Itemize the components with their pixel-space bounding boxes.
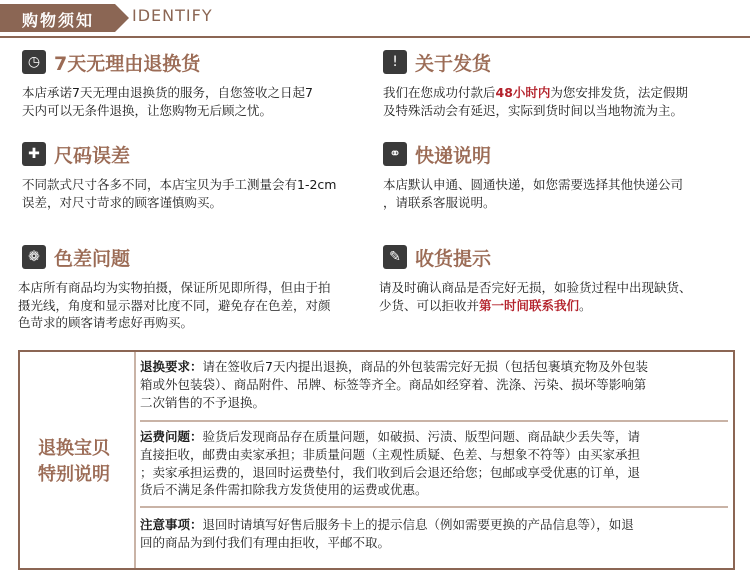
text-line: 直接拒收，邮费由卖家承担；非质量问题（主观性质疑、色差、与想象不符等）由买家承担 [140,446,641,462]
text-line: 少货、可以拒收并第一时间联系我们。 [379,297,592,313]
text-line: 退换要求：请在签收后7天内提出退换，商品的外包装需完好无损（包括包裹填充物及外包装 [140,359,648,374]
note-row-attention [140,516,728,552]
text-line: 回的商品为到付我们有理由拒收，平邮不取。 [140,534,391,550]
block-title: 收货提示 [415,248,492,270]
text-line: 请及时确认商品是否完好无损，如验货过程中出现缺货、 [379,280,692,295]
highlight-text: 第一时间联系我们 [479,297,580,313]
block-title: 关于发货 [415,53,492,75]
header-tab [0,4,115,32]
block-receipt [379,245,743,340]
clock-icon: ◷ [22,50,46,74]
text-line: ，请联系客服说明。 [383,194,496,210]
alert-icon: ! [383,50,407,74]
pencil-icon: ✎ [383,245,407,269]
header-title-cn: 购物须知 [22,11,95,30]
vertical-divider [134,352,136,568]
row-divider [140,420,728,422]
block-return-policy [22,50,372,130]
header-title-en: IDENTIFY [132,6,213,25]
row-label: 退换要求： [140,359,203,374]
highlight-text: 48小时内 [495,85,551,100]
block-color [18,245,372,340]
note-row-freight [140,428,728,499]
block-text [383,84,688,119]
row-label: 注意事项： [140,517,203,532]
block-title: 快递说明 [415,145,492,167]
text-line: 本店默认申通、圆通快递，如您需要选择其他快递公司 [383,177,684,192]
box-title-area [20,352,134,568]
box-title-line: 退换宝贝 [38,438,110,459]
text-line: 我们在您成功付款后48小时内为您安排发货，法定假期 [383,85,688,100]
text-line: 色苛求的顾客请考虑好再购买。 [18,315,194,330]
bicycle-icon: ⚭ [383,142,407,166]
text-line: 误差，对尺寸苛求的顾客谨慎购买。 [22,194,223,210]
block-text [18,279,331,332]
block-text [379,279,692,314]
text-line: 注意事项：退回时请填写好售后服务卡上的提示信息（例如需要更换的产品信息等），如退 [140,517,634,532]
text-line: 不同款式尺寸各多不同，本店宝贝为手工测量会有1-2cm [22,177,337,192]
block-shipping [383,50,743,130]
text-line: 本店所有商品均为实物拍摄，保证所见即所得，但由于拍 [18,280,331,295]
block-text [22,176,336,211]
block-express [383,142,743,222]
block-text [22,84,313,119]
note-row-return [140,358,728,411]
special-notes-box [18,350,735,570]
text-line: 二次销售的不予退换。 [140,394,266,410]
text-line: 本店承诺7天无理由退换货的服务，自您签收之日起7 [22,85,313,100]
text-line: 天内可以无条件退换，让您购物无后顾之忧。 [22,102,273,118]
text-line: 货后不满足条件需扣除我方发货使用的运费或优惠。 [140,482,428,498]
flower-icon: ❁ [22,245,46,269]
row-label: 运费问题： [140,429,203,444]
box-title-line: 特别说明 [38,464,110,485]
header-divider [0,36,750,38]
text-line: 及特殊活动会有延迟，实际到货时间以当地物流为主。 [383,102,684,118]
block-size [22,142,372,222]
text-line: 摄光线，角度和显示器对比度不同，避免存在色差，对颜 [18,297,331,313]
box-title [38,436,110,488]
text-line: ；卖家承担运费的，退回时运费垫付，我们收到后会退还给您；包邮或享受优惠的订单，退 [140,464,641,480]
block-title: 7天无理由退换货 [54,53,201,75]
page-header [0,0,750,36]
puzzle-icon: ✚ [22,142,46,166]
text-line: 运费问题：验货后发现商品存在质量问题，如破损、污渍、版型问题、商品缺少丢失等，请 [140,429,641,444]
text-line: 箱或外包装袋）、商品附件、吊牌、标签等齐全。商品如经穿着、洗涤、污染、损坏等影响第 [140,376,647,392]
block-title: 色差问题 [54,248,131,270]
block-title: 尺码误差 [54,145,131,167]
block-text [383,176,683,211]
row-divider [140,506,728,508]
